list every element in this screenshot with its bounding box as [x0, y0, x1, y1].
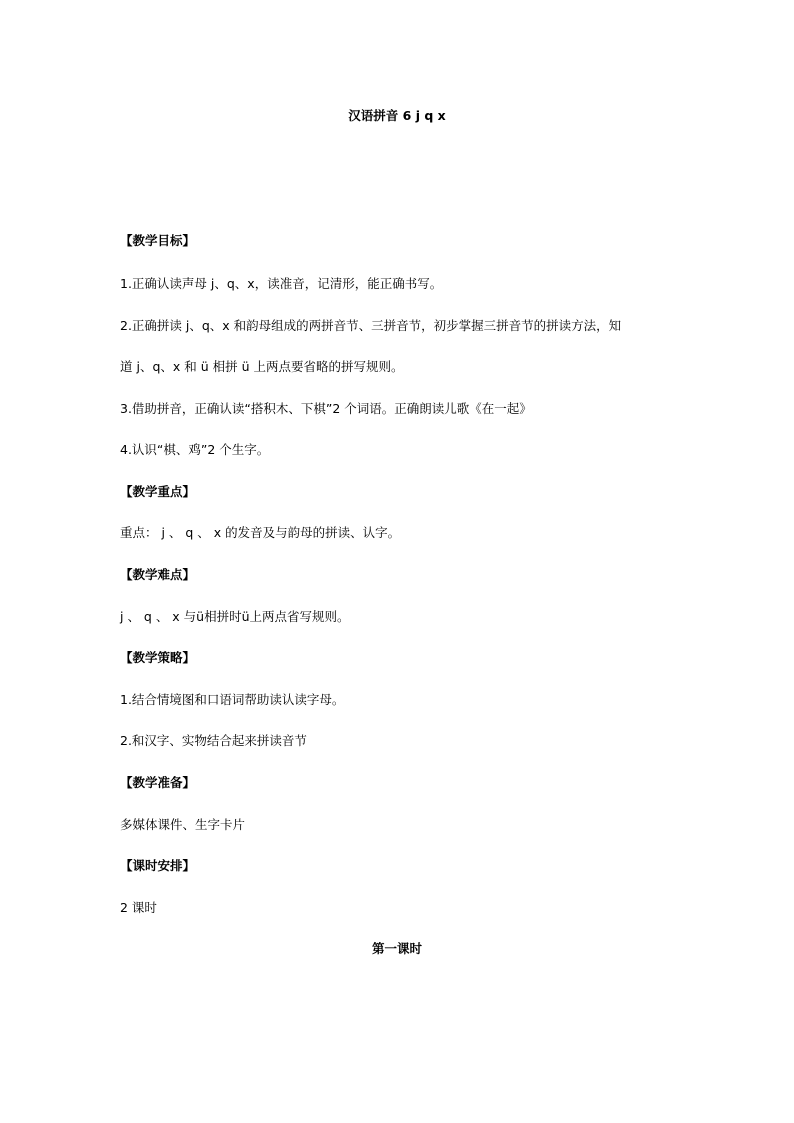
goal-item-2-line-1: 2.正确拼读 j、q、x 和韵母组成的两拼音节、三拼音节，初步掌握三拼音节的拼读方法，知	[120, 318, 622, 333]
key-points-text: 重点： j 、 q 、 x 的发音及与韵母的拼读、认字。	[120, 525, 401, 540]
difficulties-heading: 【教学难点】	[120, 567, 196, 582]
strategy-item-1: 1.结合情境图和口语词帮助读认读字母。	[120, 692, 345, 707]
goal-item-1: 1.正确认读声母 j、q、x，读准音，记清形，能正确书写。	[120, 276, 443, 291]
preparation-text: 多媒体课件、生字卡片	[120, 817, 246, 832]
key-points-heading: 【教学重点】	[120, 484, 196, 499]
difficulties-text: j 、 q 、 x 与ü相拼时ü上两点省写规则。	[120, 609, 350, 624]
schedule-text: 2 课时	[120, 900, 157, 915]
goal-item-4: 4.认识“棋、鸡”2 个生字。	[120, 442, 270, 457]
document-title: 汉语拼音 6 j q x	[348, 108, 446, 123]
preparation-heading: 【教学准备】	[120, 775, 196, 790]
goals-heading: 【教学目标】	[120, 233, 196, 248]
goal-item-3: 3.借助拼音，正确认读“搭积木、下棋”2 个词语。正确朗读儿歌《在一起》	[120, 401, 532, 416]
strategy-heading: 【教学策略】	[120, 650, 196, 665]
goal-item-2-line-2: 道 j、q、x 和 ü 相拼 ü 上两点要省略的拼写规则。	[120, 359, 404, 374]
lesson-heading: 第一课时	[371, 941, 422, 956]
strategy-item-2: 2.和汉字、实物结合起来拼读音节	[120, 733, 307, 748]
schedule-heading: 【课时安排】	[120, 858, 196, 873]
